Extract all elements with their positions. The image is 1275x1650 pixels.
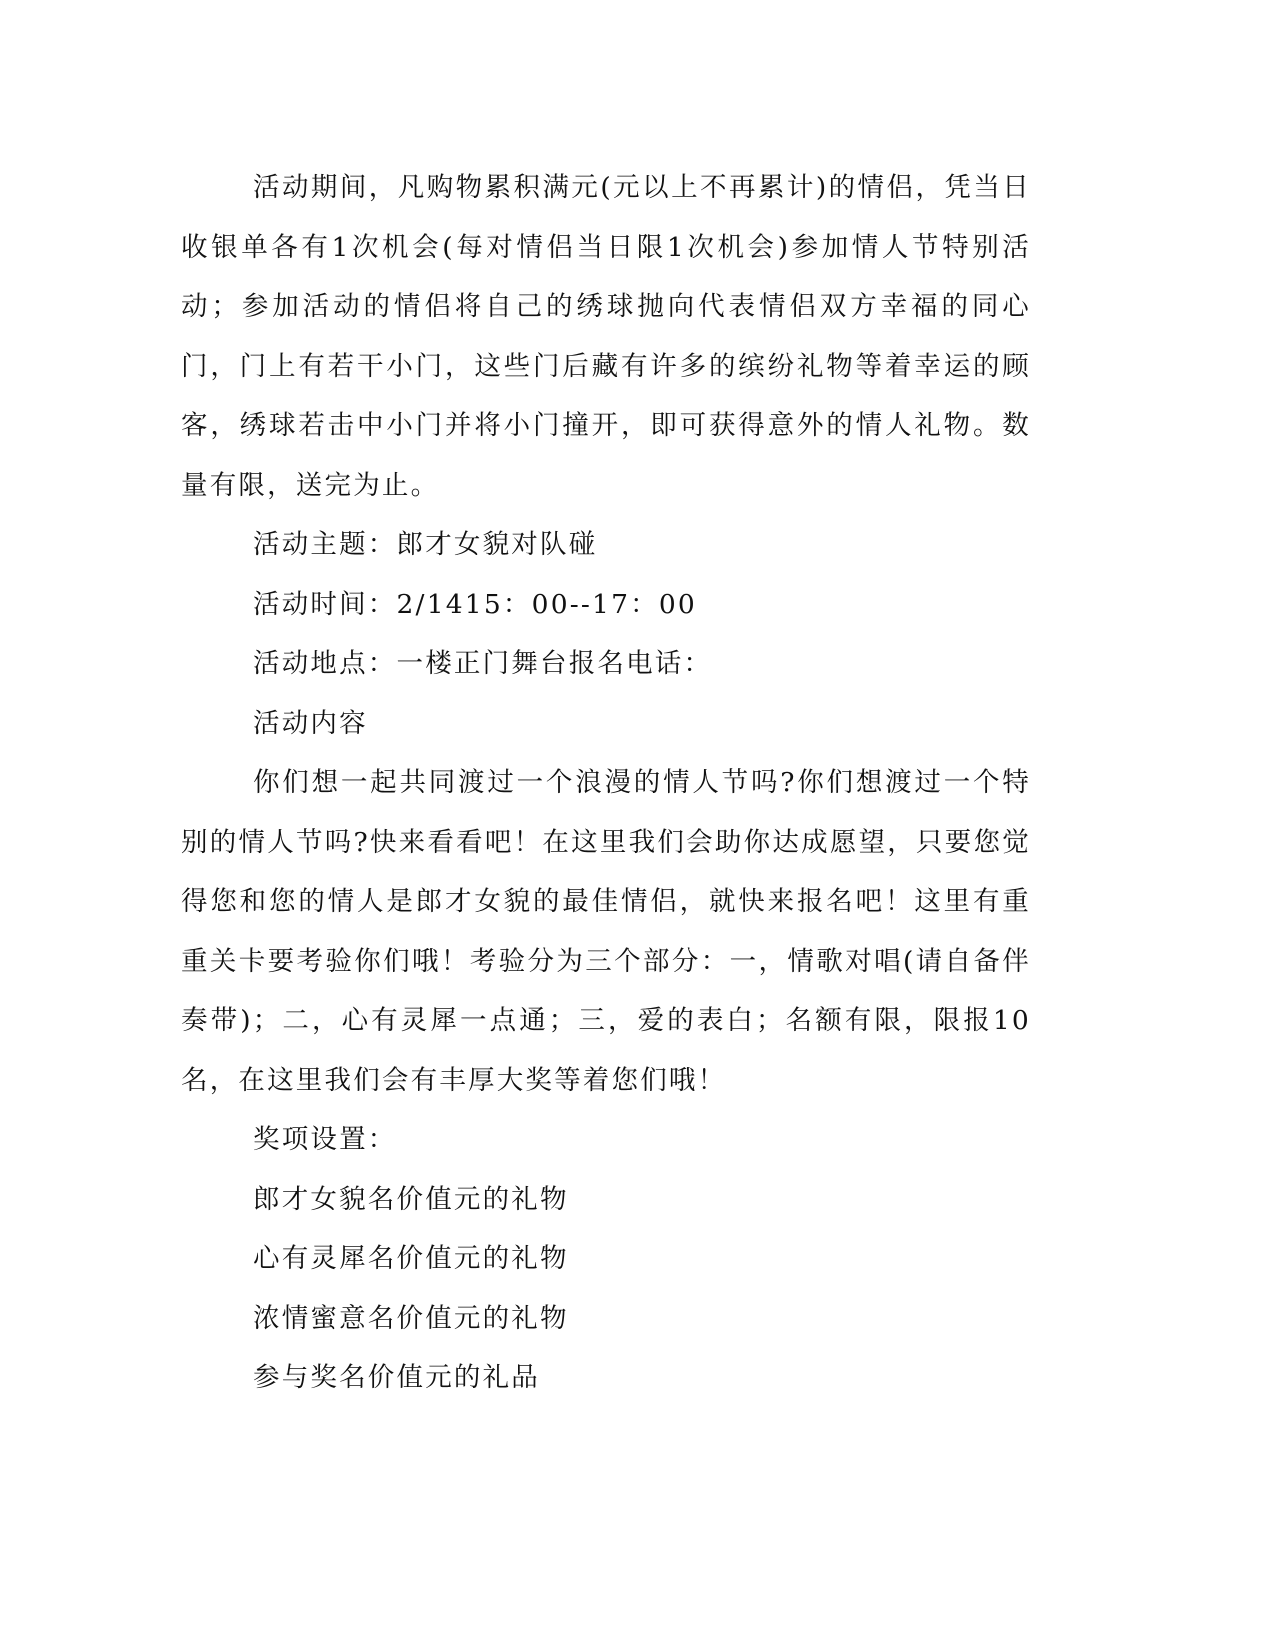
awards-heading: 奖项设置： — [253, 1124, 397, 1155]
award-item: 郎才女貌名价值元的礼物 — [253, 1183, 569, 1215]
activity-time: 活动时间：2/1415：00--17：00 — [253, 588, 697, 620]
activity-location: 活动地点：一楼正门舞台报名电话： — [253, 648, 713, 679]
award-item: 浓情蜜意名价值元的礼物 — [253, 1302, 569, 1334]
award-item: 心有灵犀名价值元的礼物 — [253, 1243, 569, 1274]
activity-description-paragraph: 你们想一起共同渡过一个浪漫的情人节吗?你们想渡过一个特别的情人节吗?快来看看吧！在这里我们会助你达成愿望，只要您觉得您和您的情人是郎才女貌的最佳情侣，就快来报名吧！这里有重重关卡要考验你们哦！考验分为三个部分：一，情歌对唱(请自备伴奏带)；二，心有灵犀一点通；三，爱的表白；名额有限，限报10名，在这里我们会有丰厚大奖等着您们哦！ — [181, 767, 1031, 1096]
activity-content-heading: 活动内容 — [253, 707, 368, 739]
activity-rules-paragraph: 活动期间，凡购物累积满元(元以上不再累计)的情侣，凭当日收银单各有1次机会(每对情侣当日限1次机会)参加情人节特别活动；参加活动的情侣将自己的绣球抛向代表情侣双方幸福的同心门，门上有若干小门，这些门后藏有许多的缤纷礼物等着幸运的顾客，绣球若击中小门并将小门撞开，即可获得意外的情人礼物。数量有限，送完为止。 — [181, 172, 1031, 501]
award-item: 参与奖名价值元的礼品 — [253, 1362, 540, 1393]
activity-theme: 活动主题：郎才女貌对队碰 — [253, 529, 598, 560]
document-body — [181, 158, 1031, 1408]
